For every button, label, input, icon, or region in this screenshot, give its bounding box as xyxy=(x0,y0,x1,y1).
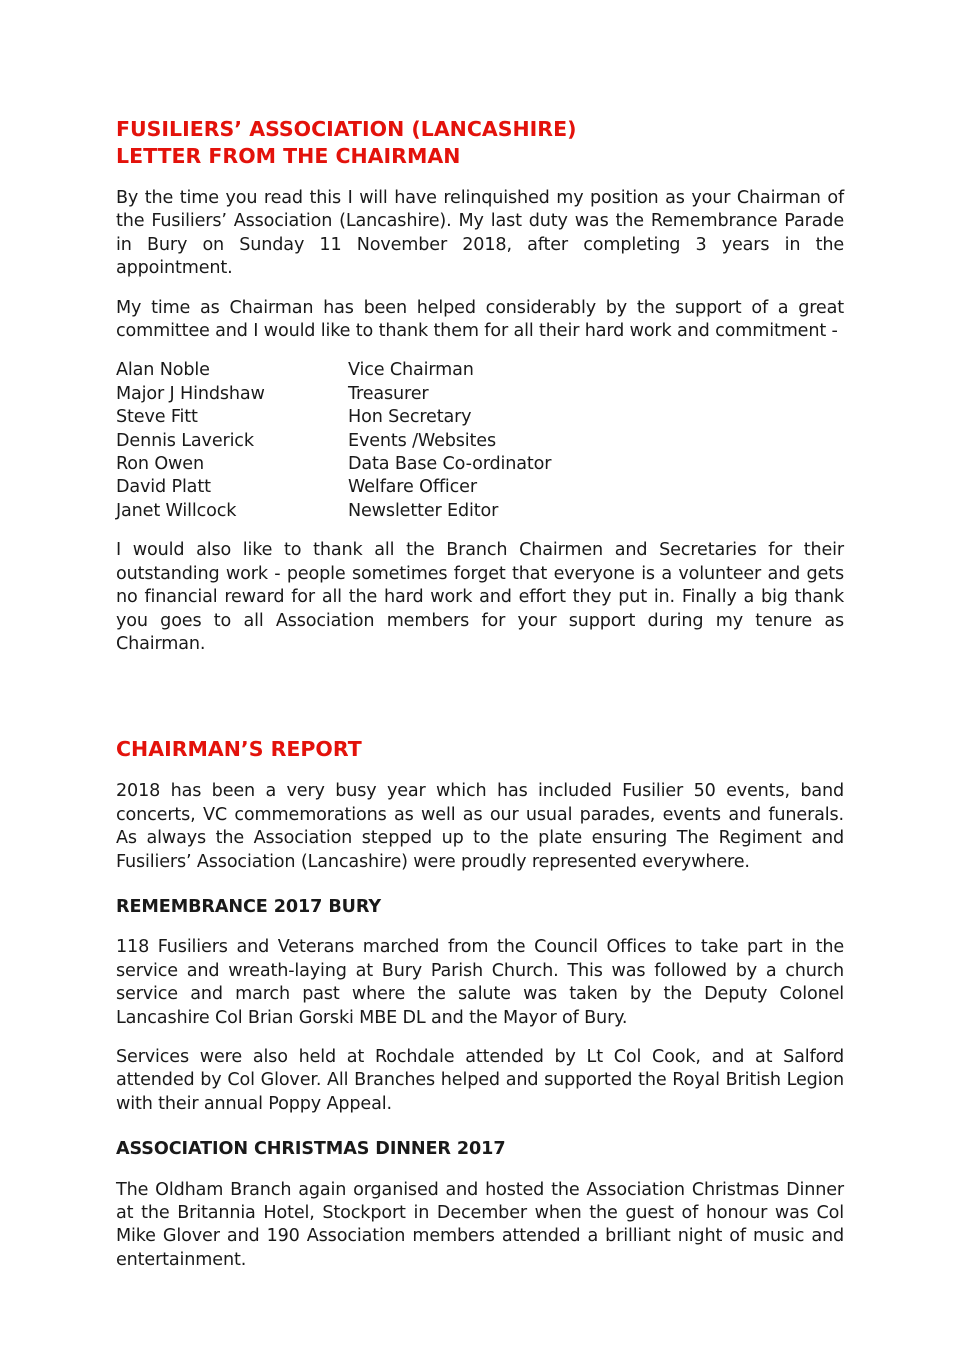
document-page xyxy=(116,116,844,1272)
committee-list xyxy=(116,359,844,523)
committee-row xyxy=(116,406,844,429)
remembrance-heading: REMEMBRANCE 2017 BURY xyxy=(116,896,381,917)
committee-row xyxy=(116,430,844,453)
committee-row xyxy=(116,476,844,499)
committee-role: Treasurer xyxy=(348,383,429,404)
letter-paragraph-2: My time as Chairman has been helped considerably by the support of a great committee and I would like to thank them for all their hard work and commitment - xyxy=(116,297,844,342)
christmas-dinner-paragraph: The Oldham Branch again organised and hosted the Association Christmas Dinner at the Britannia Hotel, Stockport in December when the guest of honour was Col Mike Glover and 190 Association members attended a brilliant night of music and entertainment. xyxy=(116,1179,844,1270)
remembrance-paragraph-2: Services were also held at Rochdale attended by Lt Col Cook, and at Salford attended by Col Glover. All Branches helped and supported the Royal British Legion with their annual Poppy Appeal. xyxy=(116,1046,844,1114)
committee-row xyxy=(116,500,844,523)
report-section xyxy=(116,736,844,1272)
committee-name: Alan Noble xyxy=(116,360,210,381)
committee-name: Ron Owen xyxy=(116,454,204,475)
committee-row xyxy=(116,383,844,406)
committee-role: Hon Secretary xyxy=(348,407,472,428)
committee-row xyxy=(116,359,844,382)
committee-name: Steve Fitt xyxy=(116,407,198,428)
committee-name: Janet Willcock xyxy=(116,500,237,521)
letter-paragraph-3: I would also like to thank all the Branch Chairmen and Secretaries for their outstanding work - people sometimes forget that everyone is a volunteer and gets no financial reward for all the hard work and effort they put in. Finally a big thank you goes to all Association members for your support during my tenure as Chairman. xyxy=(116,540,844,654)
letter-paragraph-1: By the time you read this I will have relinquished my position as your Chairman of the Fusiliers’ Association (Lancashire). My last duty was the Remembrance Parade in Bury on Sunday 11 November 2018, after completing 3 years in the appointment. xyxy=(116,188,844,279)
committee-role: Data Base Co-ordinator xyxy=(348,454,552,475)
report-intro: 2018 has been a very busy year which has included Fusilier 50 events, band concerts, VC commemorations as well as our usual parades, events and funerals. As always the Association stepped up to the plate ensuring The Regiment and Fusiliers’ Association (Lancashire) were proudly represented everywhere. xyxy=(116,781,844,872)
christmas-dinner-heading: ASSOCIATION CHRISTMAS DINNER 2017 xyxy=(116,1139,506,1160)
letter-title xyxy=(116,116,844,170)
committee-name: Dennis Laverick xyxy=(116,430,254,451)
letter-section xyxy=(116,116,844,656)
committee-role: Welfare Officer xyxy=(348,477,477,498)
committee-name: Major J Hindshaw xyxy=(116,383,265,404)
committee-role: Newsletter Editor xyxy=(348,500,499,521)
committee-role: Vice Chairman xyxy=(348,360,474,381)
letter-title-line1: FUSILIERS’ ASSOCIATION (LANCASHIRE) xyxy=(116,117,577,141)
committee-role: Events /Websites xyxy=(348,430,496,451)
remembrance-paragraph-1: 118 Fusiliers and Veterans marched from the Council Offices to take part in the service and wreath-laying at Bury Parish Church. This was followed by a church service and march past where the salute was taken by the Deputy Colonel Lancashire Col Brian Gorski MBE DL and the Mayor of Bury. xyxy=(116,937,844,1028)
committee-row xyxy=(116,453,844,476)
letter-title-line2: LETTER FROM THE CHAIRMAN xyxy=(116,144,461,168)
report-title: CHAIRMAN’S REPORT xyxy=(116,737,362,762)
committee-name: David Platt xyxy=(116,477,211,498)
